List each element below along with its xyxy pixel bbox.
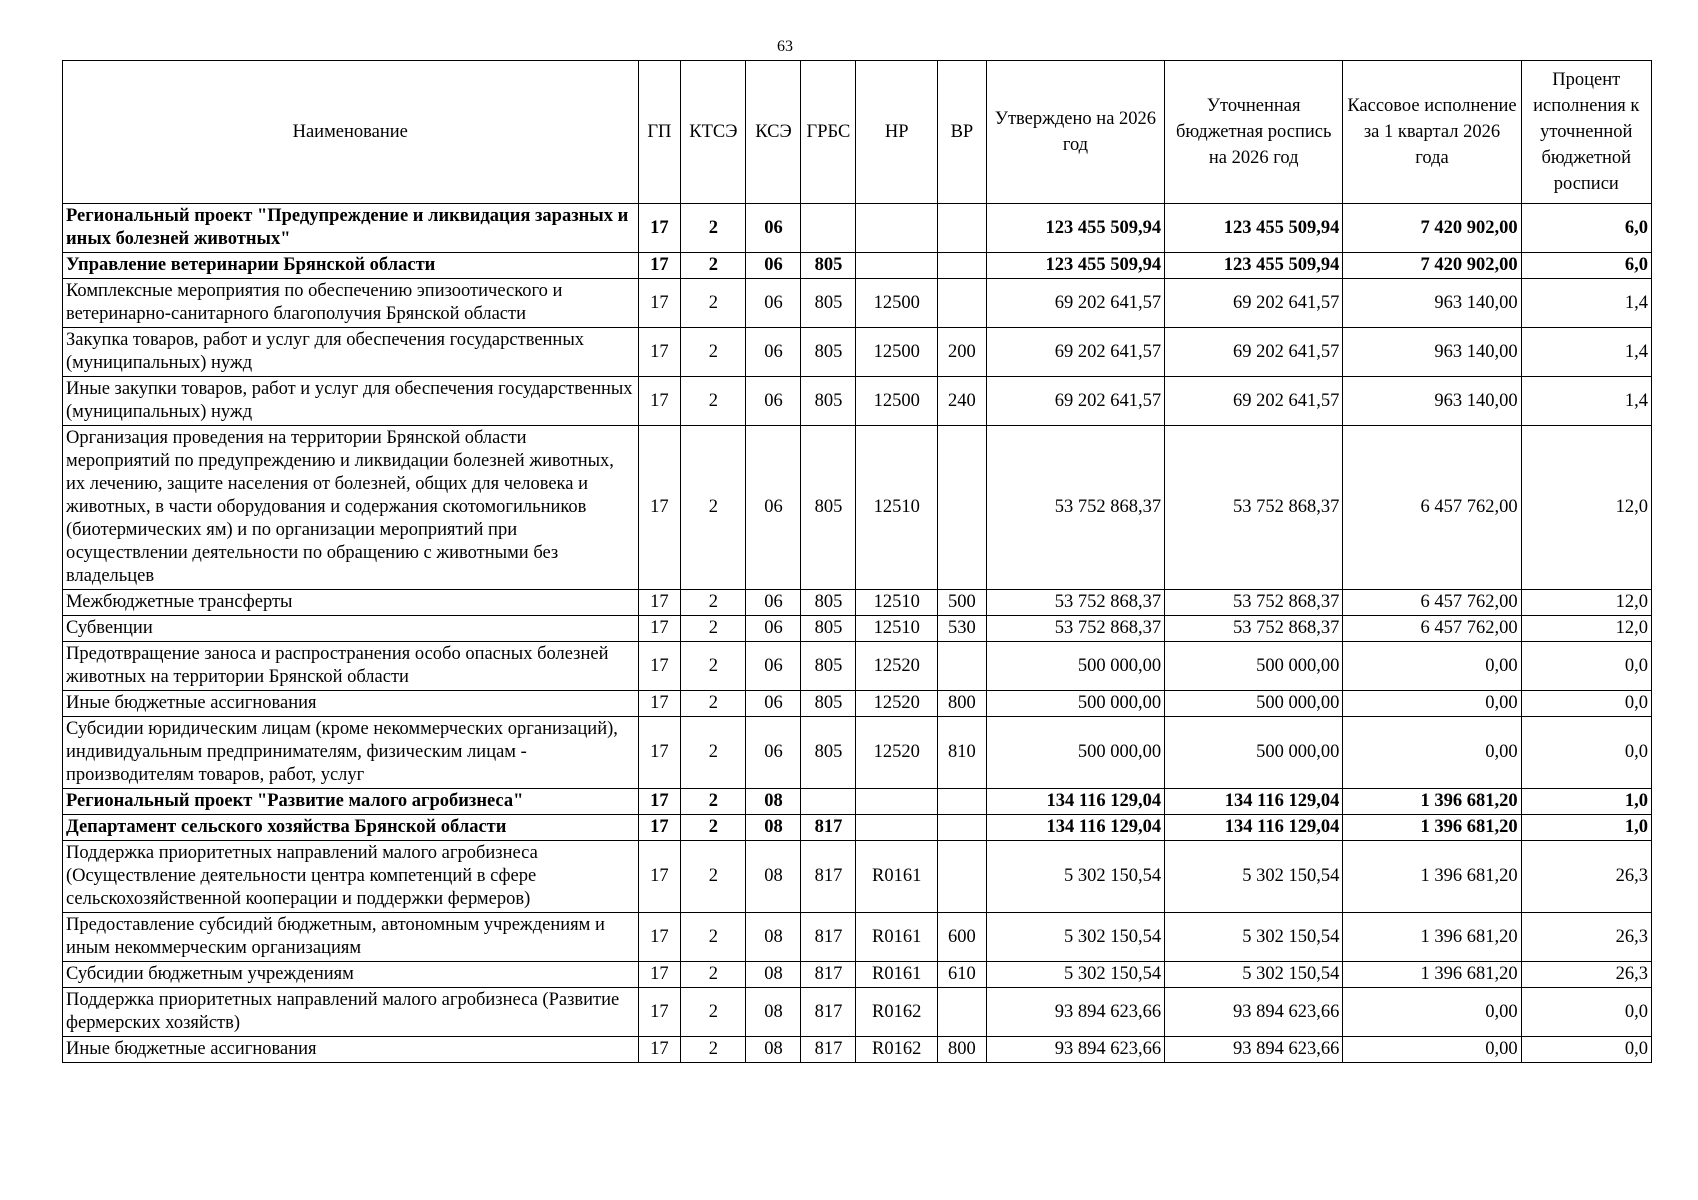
cell-percent: 26,3 xyxy=(1521,841,1651,913)
header-vr: ВР xyxy=(937,61,986,204)
cell-cash: 1 396 681,20 xyxy=(1343,815,1521,841)
table-row xyxy=(63,204,1652,253)
table-row xyxy=(63,691,1652,717)
cell-ktse: 2 xyxy=(681,616,746,642)
header-gp: ГП xyxy=(638,61,681,204)
cell-grbs: 805 xyxy=(801,279,856,328)
cell-nr: 12520 xyxy=(856,691,937,717)
cell-name: Закупка товаров, работ и услуг для обеспечения государственных (муниципальных) нужд xyxy=(63,328,639,377)
cell-nr: 12500 xyxy=(856,328,937,377)
cell-nr: R0161 xyxy=(856,913,937,962)
cell-approved: 5 302 150,54 xyxy=(986,962,1164,988)
cell-vr: 530 xyxy=(937,616,986,642)
cell-kse: 06 xyxy=(746,691,801,717)
cell-approved: 69 202 641,57 xyxy=(986,328,1164,377)
cell-approved: 500 000,00 xyxy=(986,717,1164,789)
cell-nr: 12510 xyxy=(856,426,937,590)
cell-refined: 93 894 623,66 xyxy=(1165,988,1343,1037)
cell-cash: 1 396 681,20 xyxy=(1343,789,1521,815)
cell-vr xyxy=(937,988,986,1037)
cell-kse: 08 xyxy=(746,815,801,841)
table-row xyxy=(63,642,1652,691)
cell-gp: 17 xyxy=(638,691,681,717)
header-refined: Уточненная бюджетная роспись на 2026 год xyxy=(1165,61,1343,204)
cell-refined: 500 000,00 xyxy=(1165,642,1343,691)
cell-percent: 0,0 xyxy=(1521,1037,1651,1063)
cell-cash: 963 140,00 xyxy=(1343,377,1521,426)
cell-refined: 5 302 150,54 xyxy=(1165,962,1343,988)
cell-refined: 5 302 150,54 xyxy=(1165,913,1343,962)
cell-ktse: 2 xyxy=(681,789,746,815)
cell-percent: 1,4 xyxy=(1521,279,1651,328)
cell-approved: 134 116 129,04 xyxy=(986,815,1164,841)
cell-kse: 06 xyxy=(746,642,801,691)
cell-kse: 06 xyxy=(746,279,801,328)
cell-ktse: 2 xyxy=(681,717,746,789)
cell-percent: 1,0 xyxy=(1521,789,1651,815)
cell-cash: 7 420 902,00 xyxy=(1343,253,1521,279)
cell-name: Иные бюджетные ассигнования xyxy=(63,691,639,717)
cell-cash: 963 140,00 xyxy=(1343,328,1521,377)
cell-percent: 1,4 xyxy=(1521,328,1651,377)
header-ktse: КТСЭ xyxy=(681,61,746,204)
table-row xyxy=(63,590,1652,616)
cell-gp: 17 xyxy=(638,913,681,962)
cell-ktse: 2 xyxy=(681,962,746,988)
cell-kse: 08 xyxy=(746,988,801,1037)
cell-name: Иные бюджетные ассигнования xyxy=(63,1037,639,1063)
cell-cash: 0,00 xyxy=(1343,642,1521,691)
cell-name: Региональный проект "Развитие малого агробизнеса" xyxy=(63,789,639,815)
cell-ktse: 2 xyxy=(681,815,746,841)
cell-grbs: 817 xyxy=(801,815,856,841)
cell-grbs: 817 xyxy=(801,1037,856,1063)
table-row xyxy=(63,913,1652,962)
cell-approved: 123 455 509,94 xyxy=(986,204,1164,253)
cell-grbs: 805 xyxy=(801,717,856,789)
table-row xyxy=(63,717,1652,789)
table-row xyxy=(63,328,1652,377)
header-approved: Утверждено на 2026 год xyxy=(986,61,1164,204)
cell-approved: 53 752 868,37 xyxy=(986,590,1164,616)
cell-nr: R0162 xyxy=(856,1037,937,1063)
cell-grbs: 805 xyxy=(801,253,856,279)
cell-grbs: 817 xyxy=(801,962,856,988)
cell-name: Поддержка приоритетных направлений малого агробизнеса (Осуществление деятельности центра компетенций в сфере сельскохозяйственной кооперации и поддержки фермеров) xyxy=(63,841,639,913)
cell-refined: 53 752 868,37 xyxy=(1165,616,1343,642)
cell-nr: R0162 xyxy=(856,988,937,1037)
table-row xyxy=(63,279,1652,328)
cell-cash: 6 457 762,00 xyxy=(1343,590,1521,616)
cell-nr: R0161 xyxy=(856,841,937,913)
cell-vr xyxy=(937,204,986,253)
cell-percent: 0,0 xyxy=(1521,642,1651,691)
cell-kse: 08 xyxy=(746,789,801,815)
cell-percent: 0,0 xyxy=(1521,988,1651,1037)
cell-nr: 12520 xyxy=(856,717,937,789)
cell-refined: 53 752 868,37 xyxy=(1165,590,1343,616)
cell-percent: 12,0 xyxy=(1521,616,1651,642)
cell-vr: 810 xyxy=(937,717,986,789)
cell-vr: 800 xyxy=(937,691,986,717)
cell-vr: 610 xyxy=(937,962,986,988)
cell-percent: 1,4 xyxy=(1521,377,1651,426)
cell-name: Региональный проект "Предупреждение и ликвидация заразных и иных болезней животных" xyxy=(63,204,639,253)
cell-approved: 500 000,00 xyxy=(986,691,1164,717)
cell-refined: 93 894 623,66 xyxy=(1165,1037,1343,1063)
cell-ktse: 2 xyxy=(681,691,746,717)
cell-cash: 6 457 762,00 xyxy=(1343,426,1521,590)
cell-gp: 17 xyxy=(638,279,681,328)
cell-name: Поддержка приоритетных направлений малого агробизнеса (Развитие фермерских хозяйств) xyxy=(63,988,639,1037)
cell-vr xyxy=(937,815,986,841)
cell-gp: 17 xyxy=(638,590,681,616)
cell-ktse: 2 xyxy=(681,377,746,426)
cell-vr: 500 xyxy=(937,590,986,616)
cell-gp: 17 xyxy=(638,377,681,426)
cell-refined: 500 000,00 xyxy=(1165,717,1343,789)
cell-approved: 53 752 868,37 xyxy=(986,426,1164,590)
cell-ktse: 2 xyxy=(681,988,746,1037)
cell-name: Комплексные мероприятия по обеспечению эпизоотического и ветеринарно-санитарного благополучия Брянской области xyxy=(63,279,639,328)
header-name: Наименование xyxy=(63,61,639,204)
cell-cash: 1 396 681,20 xyxy=(1343,913,1521,962)
table-row xyxy=(63,789,1652,815)
cell-vr xyxy=(937,279,986,328)
cell-cash: 7 420 902,00 xyxy=(1343,204,1521,253)
cell-gp: 17 xyxy=(638,1037,681,1063)
cell-approved: 500 000,00 xyxy=(986,642,1164,691)
cell-nr xyxy=(856,204,937,253)
cell-ktse: 2 xyxy=(681,253,746,279)
cell-approved: 69 202 641,57 xyxy=(986,377,1164,426)
cell-vr: 800 xyxy=(937,1037,986,1063)
cell-grbs xyxy=(801,789,856,815)
cell-approved: 5 302 150,54 xyxy=(986,841,1164,913)
cell-percent: 0,0 xyxy=(1521,691,1651,717)
cell-gp: 17 xyxy=(638,988,681,1037)
cell-gp: 17 xyxy=(638,328,681,377)
cell-percent: 6,0 xyxy=(1521,204,1651,253)
cell-grbs: 805 xyxy=(801,642,856,691)
cell-kse: 06 xyxy=(746,590,801,616)
cell-kse: 06 xyxy=(746,204,801,253)
cell-nr: 12500 xyxy=(856,279,937,328)
cell-refined: 53 752 868,37 xyxy=(1165,426,1343,590)
cell-gp: 17 xyxy=(638,717,681,789)
table-row xyxy=(63,377,1652,426)
table-row xyxy=(63,962,1652,988)
cell-cash: 963 140,00 xyxy=(1343,279,1521,328)
cell-approved: 93 894 623,66 xyxy=(986,988,1164,1037)
table-row xyxy=(63,253,1652,279)
cell-approved: 53 752 868,37 xyxy=(986,616,1164,642)
cell-grbs: 817 xyxy=(801,841,856,913)
cell-vr xyxy=(937,253,986,279)
cell-cash: 0,00 xyxy=(1343,988,1521,1037)
cell-grbs: 805 xyxy=(801,590,856,616)
cell-vr xyxy=(937,841,986,913)
cell-nr: R0161 xyxy=(856,962,937,988)
header-percent: Процент исполнения к уточненной бюджетной росписи xyxy=(1521,61,1651,204)
cell-ktse: 2 xyxy=(681,279,746,328)
cell-name: Субсидии бюджетным учреждениям xyxy=(63,962,639,988)
cell-approved: 93 894 623,66 xyxy=(986,1037,1164,1063)
cell-vr: 200 xyxy=(937,328,986,377)
cell-refined: 500 000,00 xyxy=(1165,691,1343,717)
cell-percent: 26,3 xyxy=(1521,913,1651,962)
cell-kse: 08 xyxy=(746,1037,801,1063)
cell-percent: 1,0 xyxy=(1521,815,1651,841)
cell-gp: 17 xyxy=(638,204,681,253)
cell-nr xyxy=(856,789,937,815)
cell-gp: 17 xyxy=(638,426,681,590)
cell-cash: 1 396 681,20 xyxy=(1343,841,1521,913)
cell-name: Департамент сельского хозяйства Брянской области xyxy=(63,815,639,841)
cell-grbs: 817 xyxy=(801,913,856,962)
cell-kse: 06 xyxy=(746,616,801,642)
cell-gp: 17 xyxy=(638,815,681,841)
cell-refined: 134 116 129,04 xyxy=(1165,789,1343,815)
cell-ktse: 2 xyxy=(681,328,746,377)
table-row xyxy=(63,426,1652,590)
cell-name: Иные закупки товаров, работ и услуг для обеспечения государственных (муниципальных) нужд xyxy=(63,377,639,426)
cell-vr xyxy=(937,642,986,691)
cell-approved: 5 302 150,54 xyxy=(986,913,1164,962)
cell-ktse: 2 xyxy=(681,426,746,590)
cell-kse: 06 xyxy=(746,717,801,789)
cell-nr: 12510 xyxy=(856,616,937,642)
cell-cash: 1 396 681,20 xyxy=(1343,962,1521,988)
cell-name: Предоставление субсидий бюджетным, автономным учреждениям и иным некоммерческим организациям xyxy=(63,913,639,962)
cell-ktse: 2 xyxy=(681,590,746,616)
cell-cash: 0,00 xyxy=(1343,691,1521,717)
cell-percent: 12,0 xyxy=(1521,590,1651,616)
cell-refined: 5 302 150,54 xyxy=(1165,841,1343,913)
table-row xyxy=(63,841,1652,913)
cell-approved: 123 455 509,94 xyxy=(986,253,1164,279)
cell-kse: 06 xyxy=(746,377,801,426)
cell-grbs: 817 xyxy=(801,988,856,1037)
header-nr: НР xyxy=(856,61,937,204)
cell-gp: 17 xyxy=(638,642,681,691)
cell-kse: 08 xyxy=(746,841,801,913)
cell-vr: 600 xyxy=(937,913,986,962)
cell-name: Межбюджетные трансферты xyxy=(63,590,639,616)
cell-kse: 06 xyxy=(746,426,801,590)
cell-ktse: 2 xyxy=(681,642,746,691)
cell-name: Субвенции xyxy=(63,616,639,642)
cell-name: Организация проведения на территории Брянской области мероприятий по предупреждению и ликвидации болезней животных, их лечению, защите населения от болезней, общих для человека и животных, в части оборудования и содержания скотомогильников (биотермических ям) и по организации мероприятий при осуществлении деятельности по обращению с животными без владельцев xyxy=(63,426,639,590)
page-number: 63 xyxy=(777,38,793,55)
cell-percent: 12,0 xyxy=(1521,426,1651,590)
cell-nr xyxy=(856,253,937,279)
cell-vr: 240 xyxy=(937,377,986,426)
cell-gp: 17 xyxy=(638,616,681,642)
cell-nr: 12510 xyxy=(856,590,937,616)
cell-grbs xyxy=(801,204,856,253)
cell-gp: 17 xyxy=(638,841,681,913)
cell-refined: 123 455 509,94 xyxy=(1165,253,1343,279)
header-row xyxy=(63,61,1652,204)
cell-cash: 6 457 762,00 xyxy=(1343,616,1521,642)
cell-kse: 06 xyxy=(746,253,801,279)
cell-grbs: 805 xyxy=(801,328,856,377)
cell-ktse: 2 xyxy=(681,913,746,962)
header-grbs: ГРБС xyxy=(801,61,856,204)
cell-vr xyxy=(937,426,986,590)
cell-percent: 0,0 xyxy=(1521,717,1651,789)
cell-ktse: 2 xyxy=(681,204,746,253)
cell-nr: 12500 xyxy=(856,377,937,426)
cell-kse: 08 xyxy=(746,962,801,988)
budget-table xyxy=(62,60,1652,1063)
cell-approved: 69 202 641,57 xyxy=(986,279,1164,328)
header-kse: КСЭ xyxy=(746,61,801,204)
table-row xyxy=(63,1037,1652,1063)
cell-cash: 0,00 xyxy=(1343,1037,1521,1063)
table-row xyxy=(63,988,1652,1037)
cell-gp: 17 xyxy=(638,962,681,988)
cell-percent: 26,3 xyxy=(1521,962,1651,988)
cell-refined: 69 202 641,57 xyxy=(1165,377,1343,426)
cell-gp: 17 xyxy=(638,253,681,279)
cell-gp: 17 xyxy=(638,789,681,815)
cell-nr: 12520 xyxy=(856,642,937,691)
cell-refined: 134 116 129,04 xyxy=(1165,815,1343,841)
header-cash: Кассовое исполнение за 1 квартал 2026 года xyxy=(1343,61,1521,204)
cell-grbs: 805 xyxy=(801,616,856,642)
cell-grbs: 805 xyxy=(801,426,856,590)
cell-cash: 0,00 xyxy=(1343,717,1521,789)
cell-name: Субсидии юридическим лицам (кроме некоммерческих организаций), индивидуальным предпринимателям, физическим лицам - производителям товаров, работ, услуг xyxy=(63,717,639,789)
cell-approved: 134 116 129,04 xyxy=(986,789,1164,815)
cell-ktse: 2 xyxy=(681,841,746,913)
cell-nr xyxy=(856,815,937,841)
cell-refined: 69 202 641,57 xyxy=(1165,328,1343,377)
cell-grbs: 805 xyxy=(801,377,856,426)
cell-refined: 69 202 641,57 xyxy=(1165,279,1343,328)
cell-name: Управление ветеринарии Брянской области xyxy=(63,253,639,279)
cell-kse: 06 xyxy=(746,328,801,377)
cell-grbs: 805 xyxy=(801,691,856,717)
cell-refined: 123 455 509,94 xyxy=(1165,204,1343,253)
cell-vr xyxy=(937,789,986,815)
cell-name: Предотвращение заноса и распространения особо опасных болезней животных на территории Брянской области xyxy=(63,642,639,691)
cell-ktse: 2 xyxy=(681,1037,746,1063)
table-row xyxy=(63,815,1652,841)
table-row xyxy=(63,616,1652,642)
cell-percent: 6,0 xyxy=(1521,253,1651,279)
cell-kse: 08 xyxy=(746,913,801,962)
